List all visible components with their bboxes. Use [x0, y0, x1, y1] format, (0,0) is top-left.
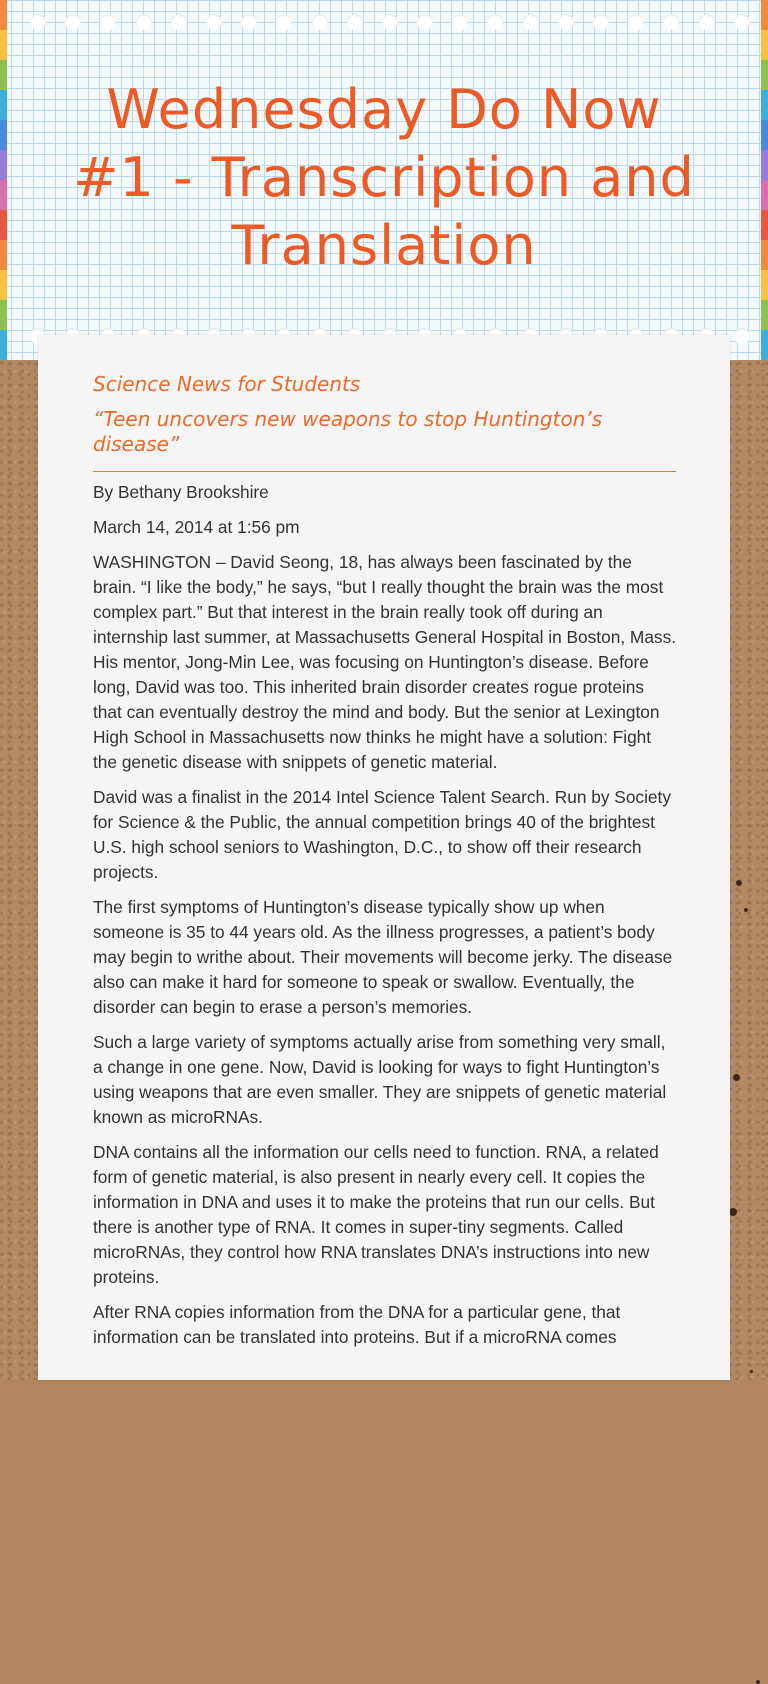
stripe-segment — [0, 270, 7, 300]
article-date: March 14, 2014 at 1:56 pm — [93, 517, 300, 537]
binder-hole — [417, 14, 433, 30]
stripe-segment — [761, 120, 768, 150]
divider — [93, 471, 676, 472]
stripe-segment — [761, 330, 768, 360]
article-content — [93, 371, 676, 1360]
binder-hole — [347, 14, 363, 30]
stripe-segment — [761, 0, 768, 30]
stripe-segment — [761, 150, 768, 180]
stripe-segment — [0, 60, 7, 90]
stripe-segment — [761, 60, 768, 90]
stripe-segment — [0, 300, 7, 330]
binder-hole — [171, 14, 187, 30]
binder-hole — [312, 14, 328, 30]
binder-holes-top — [30, 14, 750, 32]
color-stripe-left — [0, 0, 7, 360]
article-paragraph: DNA contains all the information our cells need to function. RNA, a related form of genetic material, is also present in nearly every cell. It copies the information in DNA and uses it to make the proteins that run our cells. But there is another type of RNA. It comes in super-tiny segments. Called microRNAs, they control how RNA translates DNA’s instructions into new proteins. — [93, 1142, 659, 1287]
stripe-segment — [761, 300, 768, 330]
stripe-segment — [761, 90, 768, 120]
binder-hole — [276, 14, 292, 30]
stripe-segment — [0, 210, 7, 240]
article-paragraph: After RNA copies information from the DNA for a particular gene, that information can be translated into proteins. But if a microRNA comes — [93, 1302, 621, 1347]
stripe-segment — [761, 240, 768, 270]
stripe-segment — [0, 30, 7, 60]
article-paragraph: Such a large variety of symptoms actually arise from something very small, a change in one gene. Now, David is looking for ways to fight Huntington’s using weapons that are even smaller. They are snippets of genetic material known as microRNAs. — [93, 1032, 667, 1127]
stripe-segment — [0, 240, 7, 270]
stripe-segment — [761, 270, 768, 300]
binder-hole — [100, 14, 116, 30]
binder-hole — [382, 14, 398, 30]
stripe-segment — [0, 150, 7, 180]
binder-hole — [452, 14, 468, 30]
stripe-segment — [0, 90, 7, 120]
stripe-segment — [761, 210, 768, 240]
stripe-segment — [0, 0, 7, 30]
article-byline: By Bethany Brookshire — [93, 482, 269, 502]
stripe-segment — [0, 120, 7, 150]
binder-hole — [593, 14, 609, 30]
stripe-segment — [0, 180, 7, 210]
graph-paper-header — [0, 0, 768, 360]
article-paragraph: David was a finalist in the 2014 Intel Science Talent Search. Run by Society for Science & the Public, the annual competition brings 40 of the brightest U.S. high school seniors to Washington, D.C., to show off their research projects. — [93, 787, 671, 882]
binder-hole — [558, 14, 574, 30]
binder-hole — [136, 14, 152, 30]
article-card — [38, 335, 730, 1380]
binder-hole — [699, 14, 715, 30]
page-title: Wednesday Do Now #1 - Transcription and Translation — [73, 78, 695, 277]
binder-hole — [65, 14, 81, 30]
binder-hole — [30, 14, 46, 30]
binder-hole — [206, 14, 222, 30]
article-source: Science News for Students — [93, 372, 361, 396]
article-paragraph: WASHINGTON – David Seong, 18, has always been fascinated by the brain. “I like the body,” he says, “but I really thought the brain was the most complex part.” But that interest in the brain really took off during an internship last summer, at Massachusetts General Hospital in Boston, Mass. His mentor, Jong-Min Lee, was focusing on Huntington’s disease. Before long, David was too. This inherited brain disorder creates rogue proteins that can eventually destroy the mind and body. But the senior at Lexington High School in Massachusetts now thinks he might have a solution: Fight the genetic disease with snippets of genetic material. — [93, 552, 677, 772]
binder-hole — [487, 14, 503, 30]
binder-hole — [523, 14, 539, 30]
binder-hole — [663, 14, 679, 30]
stripe-segment — [0, 330, 7, 360]
stripe-segment — [761, 30, 768, 60]
binder-hole — [241, 14, 257, 30]
color-stripe-right — [761, 0, 768, 360]
article-headline: “Teen uncovers new weapons to stop Huntington’s disease” — [93, 407, 603, 456]
article-paragraph: The first symptoms of Huntington’s disease typically show up when someone is 35 to 44 years old. As the illness progresses, a patient’s body may begin to writhe about. Their movements will become jerky. The disease also can make it hard for someone to speak or swallow. Eventually, the disorder can begin to erase a person’s memories. — [93, 897, 673, 1017]
binder-hole — [734, 328, 750, 344]
binder-hole — [628, 14, 644, 30]
binder-hole — [734, 14, 750, 30]
stripe-segment — [761, 180, 768, 210]
